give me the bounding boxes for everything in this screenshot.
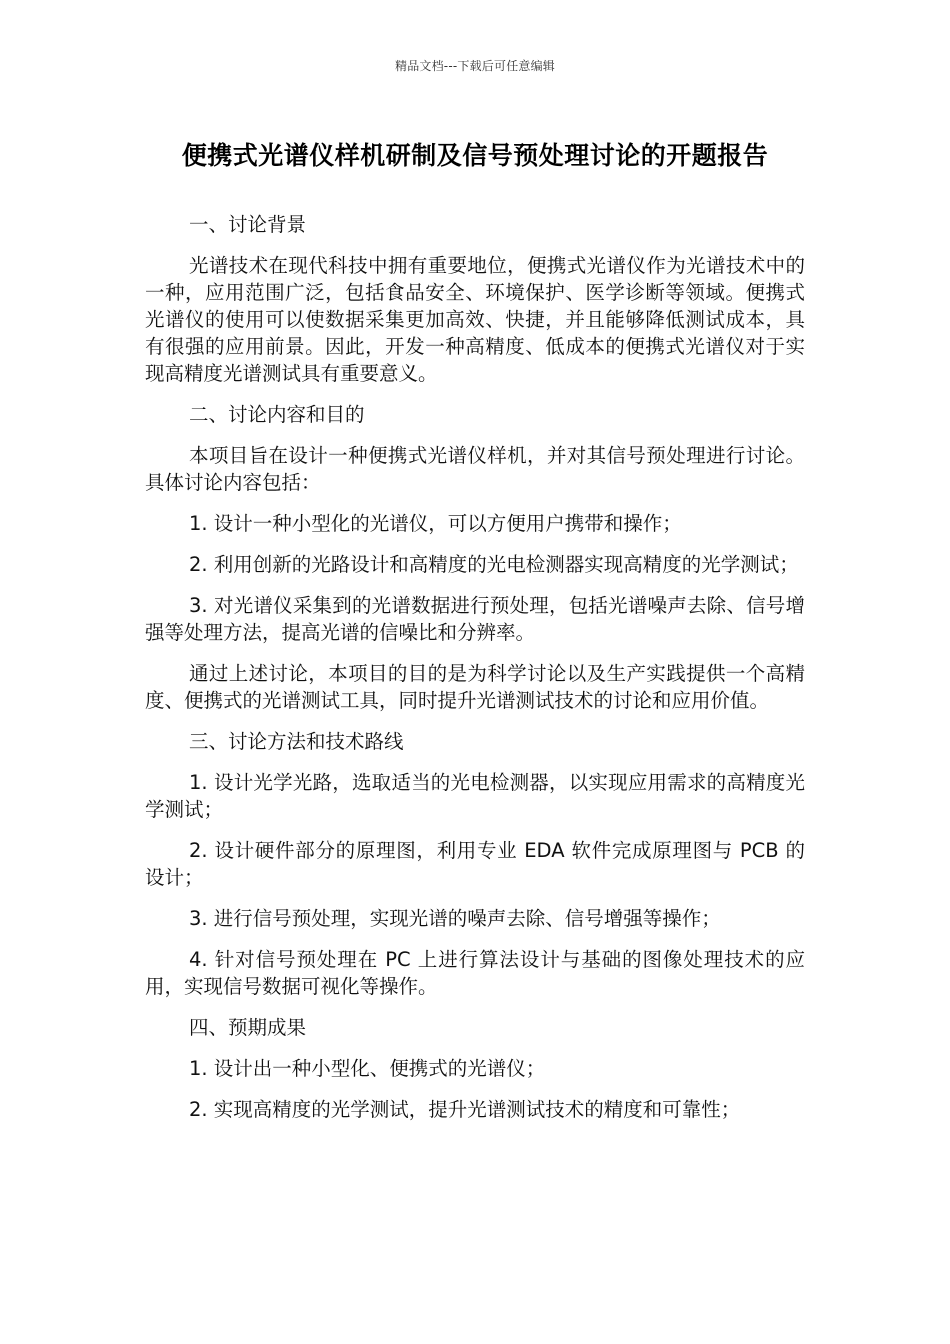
document-body (145, 211, 805, 1137)
list-item-methods-2: 2. 设计硬件部分的原理图，利用专业 EDA 软件完成原理图与 PCB 的设计； (145, 839, 805, 889)
list-item-results-2: 2. 实现高精度的光学测试，提升光谱测试技术的精度和可靠性； (189, 1098, 741, 1121)
list-item-content-3: 3. 对光谱仪采集到的光谱数据进行预处理，包括光谱噪声去除、信号增强等处理方法，提高光谱的信噪比和分辨率。 (145, 594, 805, 644)
paragraph-content-intro: 本项目旨在设计一种便携式光谱仪样机，并对其信号预处理进行讨论。具体讨论内容包括： (145, 444, 805, 494)
list-item-content-2: 2. 利用创新的光路设计和高精度的光电检测器实现高精度的光学测试； (189, 553, 799, 576)
list-item-methods-1: 1. 设计光学光路，选取适当的光电检测器，以实现应用需求的高精度光学测试； (145, 771, 805, 821)
section-heading-methods: 三、讨论方法和技术路线 (189, 730, 404, 753)
list-item-content-1: 1. 设计一种小型化的光谱仪，可以方便用户携带和操作； (189, 512, 682, 535)
section-heading-content-goals: 二、讨论内容和目的 (189, 403, 365, 426)
document-title: 便携式光谱仪样机研制及信号预处理讨论的开题报告 (181, 141, 769, 170)
paragraph-goals: 通过上述讨论，本项目的目的是为科学讨论以及生产实践提供一个高精度、便携式的光谱测试工具，同时提升光谱测试技术的讨论和应用价值。 (145, 662, 805, 712)
section-heading-background: 一、讨论背景 (189, 213, 307, 236)
page-header: 精品文档---下载后可任意编辑 (395, 59, 555, 73)
list-item-methods-4: 4. 针对信号预处理在 PC 上进行算法设计与基础的图像处理技术的应用，实现信号数据可视化等操作。 (145, 948, 805, 998)
list-item-methods-3: 3. 进行信号预处理，实现光谱的噪声去除、信号增强等操作； (189, 907, 721, 930)
section-heading-results: 四、预期成果 (189, 1016, 307, 1039)
list-item-results-1: 1. 设计出一种小型化、便携式的光谱仪； (189, 1057, 546, 1080)
paragraph-background: 光谱技术在现代科技中拥有重要地位，便携式光谱仪作为光谱技术中的一种，应用范围广泛，包括食品安全、环境保护、医学诊断等领域。便携式光谱仪的使用可以使数据采集更加高效、快捷，并且能够降低测试成本，具有很强的应用前景。因此，开发一种高精度、低成本的便携式光谱仪对于实现高精度光谱测试具有重要意义。 (145, 254, 805, 385)
